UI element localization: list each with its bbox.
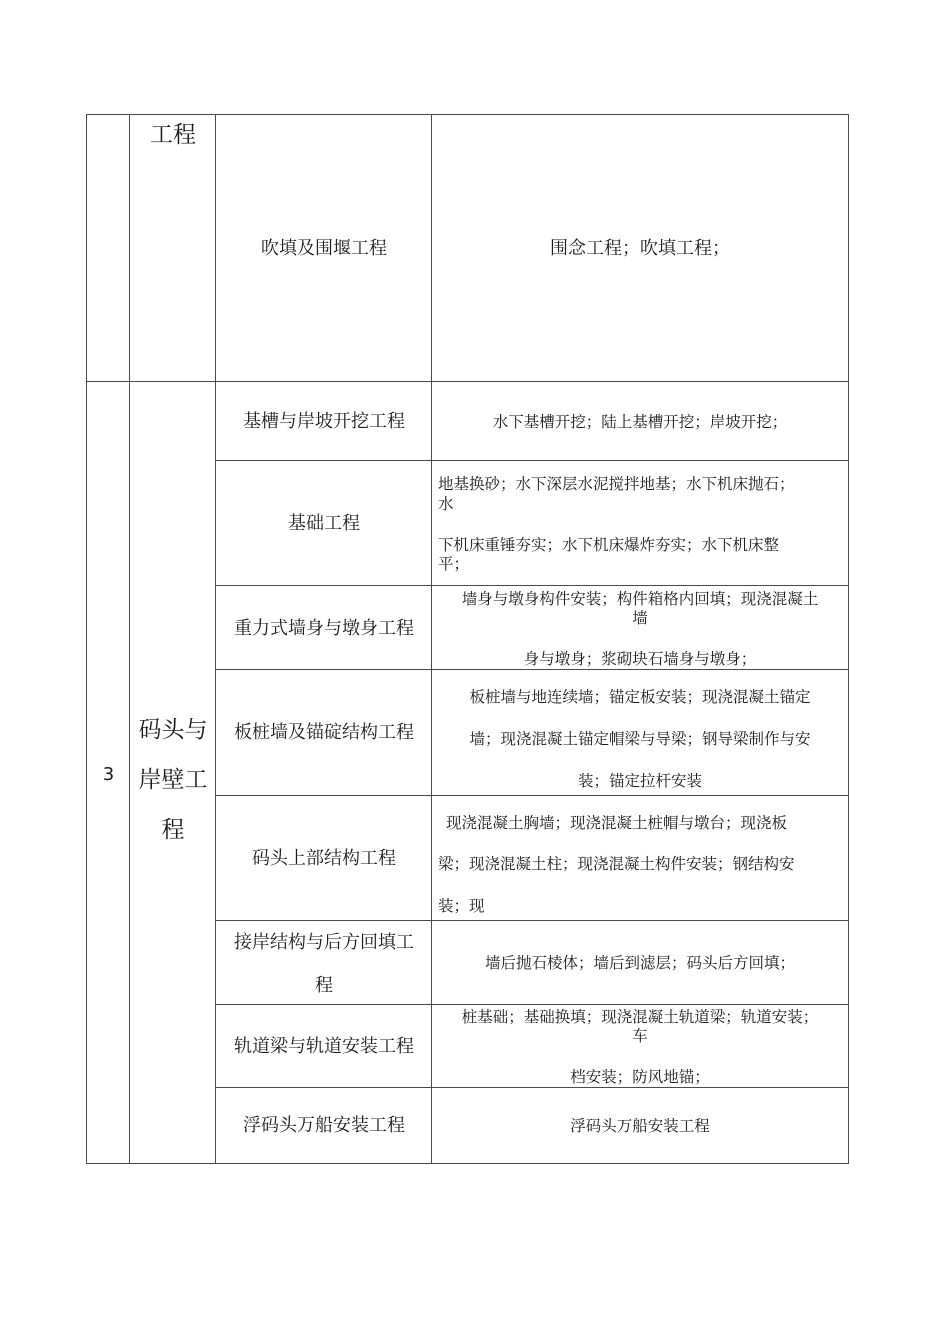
detail-line: 地基换砂；水下深层水泥搅拌地基；水下机床抛石； [438,475,795,493]
category-line-1: 码头与 [138,717,208,743]
subitem-cell: 基础工程 [288,513,360,534]
detail-line: 桩基础；基础换填；现浇混凝土轨道梁；轨道安装； [461,1008,819,1026]
subitem-cell: 吹填及围堰工程 [261,238,387,259]
detail-line: 档安装；防风地锚； [570,1068,710,1086]
detail-line: 装；现 [438,897,485,915]
detail-line: 装；锚定拉杆安装 [577,772,702,790]
subitem-cell: 轨道梁与轨道安装工程 [234,1036,414,1057]
subitem-cell: 接岸结构与后方回填工 [234,932,414,953]
detail-line: 墙身与墩身构件安装；构件箱格内回填；现浇混凝土 [461,590,819,608]
subitem-cell: 程 [315,975,333,996]
detail-line: 下机床重锤夯实；水下机床爆炸夯实；水下机床整 [438,536,780,554]
detail-line: 板桩墙与地连续墙；锚定板安装；现浇混凝土锚定 [469,688,811,706]
detail-line: 浮码头万船安装工程 [570,1117,710,1135]
subitem-cell: 浮码头万船安装工程 [243,1115,405,1136]
subitem-cell: 重力式墙身与墩身工程 [234,618,414,639]
detail-line: 水 [438,495,454,513]
detail-line: 墙 [632,609,648,627]
detail-line: 车 [632,1027,648,1045]
row-number: 3 [102,764,115,785]
detail-cell: 围念工程；吹填工程； [550,238,730,259]
subitem-cell: 码头上部结构工程 [252,848,396,869]
detail-line: 平； [438,555,470,573]
detail-line: 梁；现浇混凝土柱；现浇混凝土构件安装；钢结构安 [438,855,795,873]
detail-line: 身与墩身；浆砌块石墙身与墩身； [523,650,757,668]
detail-line: 水下基槽开挖；陆上基槽开挖；岸坡开挖； [492,413,788,431]
detail-line: 现浇混凝土胸墙；现浇混凝土桩帽与墩台；现浇板 [446,814,788,832]
detail-line: 墙；现浇混凝土锚定帽梁与导梁；钢导梁制作与安 [469,730,811,748]
detail-line: 墙后抛石棱体；墙后到滤层；码头后方回填； [484,954,795,972]
subitem-cell: 板桩墙及锚碇结构工程 [234,722,414,743]
category-cell-tail: 工程 [150,122,196,148]
category-line-3: 程 [161,817,185,843]
category-line-2: 岸壁工 [138,767,208,793]
subitem-cell: 基槽与岸坡开挖工程 [243,411,405,432]
